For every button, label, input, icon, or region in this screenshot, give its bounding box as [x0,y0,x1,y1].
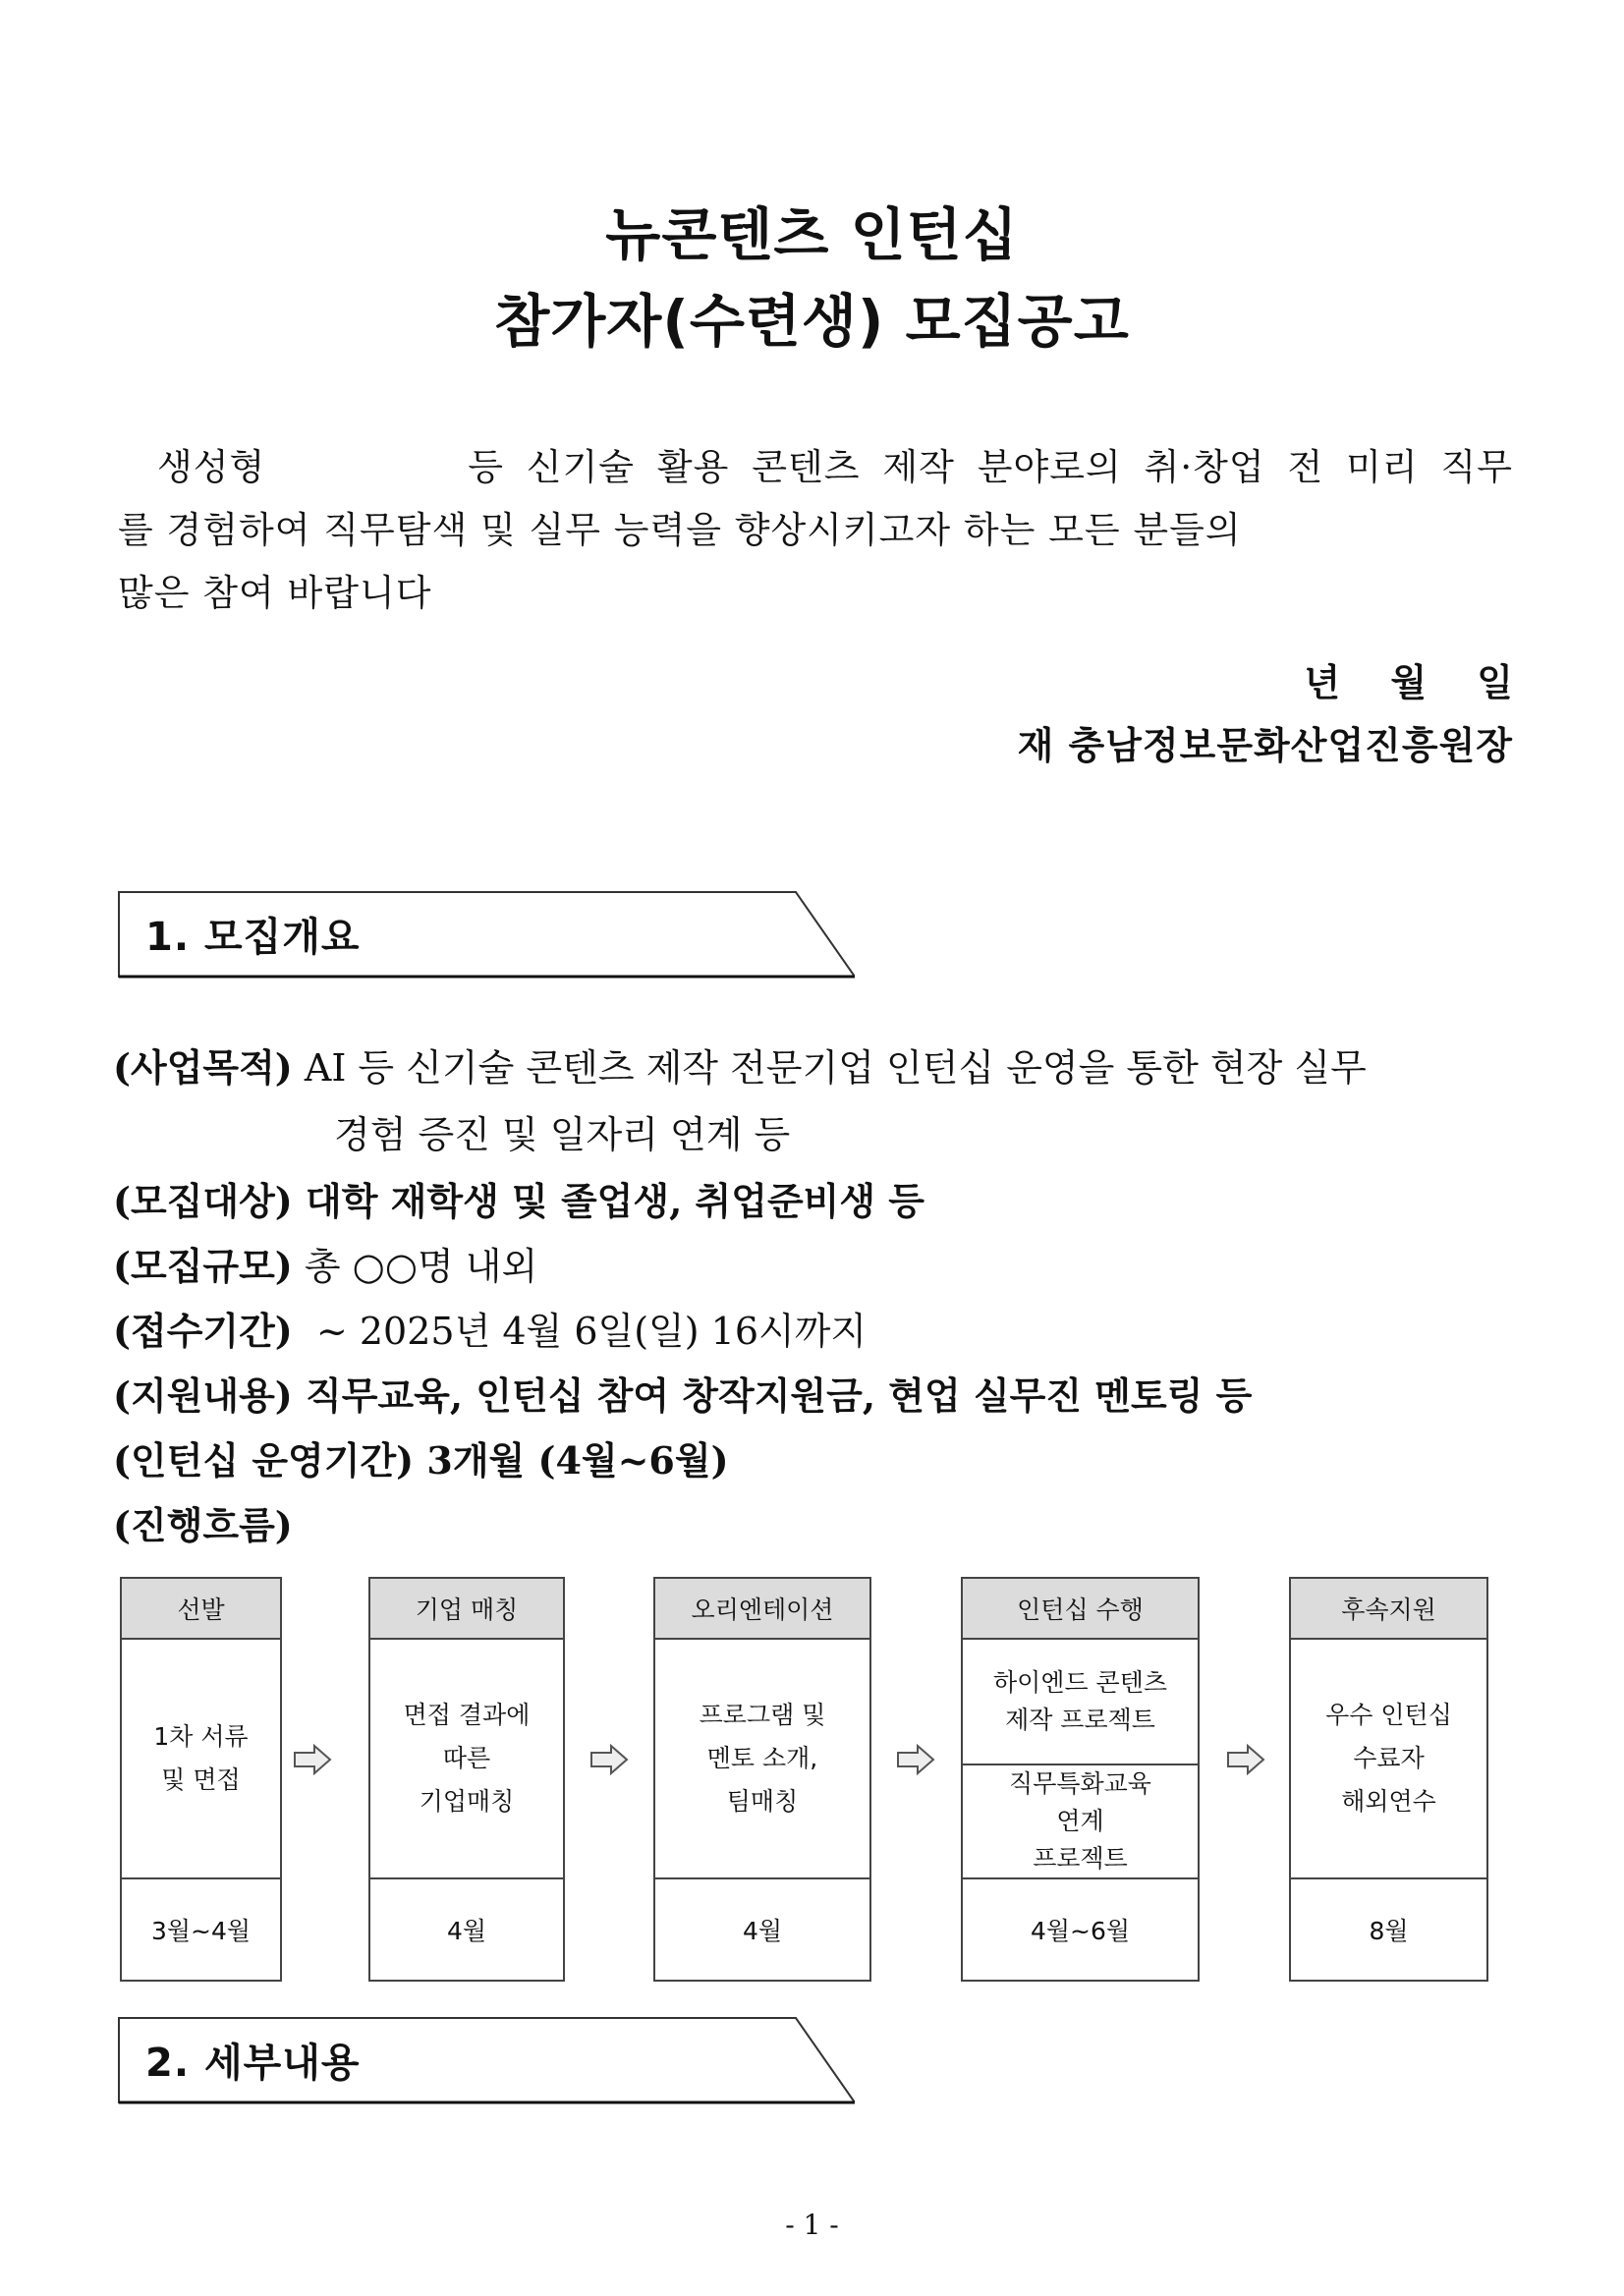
flow-step-period: 4월 [370,1877,563,1980]
flow-step-head: 선발 [122,1579,280,1640]
flow-step-head: 후속지원 [1291,1579,1486,1640]
overview-period [113,1299,867,1364]
flow-step-head: 오리엔테이션 [655,1579,869,1640]
section-1-title: 1. 모집개요 [145,915,361,960]
flow-step-5 [1289,1577,1488,1982]
arrow-right-icon [293,1744,332,1775]
flow-step-head: 기업 매칭 [370,1579,563,1640]
flow-step-3 [653,1577,871,1982]
overview-duration: (인턴십 운영기간) 3개월 (4월~6월) [113,1438,729,1483]
flow-step-4 [961,1577,1200,1982]
overview-flow-label: (진행흐름) [113,1503,293,1547]
purpose-text: AI 등 신기술 콘텐츠 제작 전문기업 인턴십 운영을 통한 현장 실무 [292,1046,1367,1090]
intro-line-1: 생성형 등 신기술 활용 콘텐츠 제작 분야로의 취·창업 전 미리 직무 [157,446,1513,488]
flow-step-head: 인턴십 수행 [963,1579,1198,1640]
overview-purpose [113,1036,1367,1100]
period-label: (접수기간) [113,1309,293,1353]
section-2-header [118,2016,855,2102]
flow-step-1 [120,1577,282,1982]
issuer: 재 충남정보문화산업진흥원장 [1017,723,1513,767]
intro-line-2: 를 경험하여 직무탐색 및 실무 능력을 향상시키고자 하는 모든 분들의 [118,509,1242,551]
flow-step-body: 하이엔드 콘텐츠 제작 프로젝트 [993,1668,1167,1734]
section-1-header [118,890,855,977]
flow-step-body: 1차 서류 및 면접 [153,1722,249,1794]
flow-step-period: 4월~6월 [963,1877,1198,1980]
page-number: - 1 - [785,2209,839,2241]
section-2-title: 2. 세부내용 [145,2041,361,2086]
overview-support: (지원내용) 직무교육, 인턴십 참여 창작지원금, 현업 실무진 멘토링 등 [113,1373,1253,1418]
purpose-label: (사업목적) [113,1045,293,1090]
flow-step-period: 4월 [655,1877,869,1980]
period-text: ~ 2025년 4월 6일(일) 16시까지 [292,1310,868,1353]
intro-paragraph [118,436,1513,625]
arrow-right-icon [589,1744,629,1775]
date-line: 년 월 일 [1304,660,1513,704]
overview-target: (모집대상) 대학 재학생 및 졸업생, 취업준비생 등 [113,1179,925,1223]
arrow-right-icon [896,1744,935,1775]
flow-step-body: 우수 인턴십 수료자 해외연수 [1325,1701,1452,1816]
arrow-right-icon [1226,1744,1265,1775]
flow-step-2 [368,1577,565,1982]
intro-line-3: 많은 참여 바랍니다 [118,572,432,614]
purpose-text-continued: 경험 증진 및 일자리 연계 등 [334,1113,791,1156]
scale-label: (모집규모) [113,1244,293,1288]
page-subtitle: 참가자(수련생) 모집공고 [494,288,1130,355]
flow-step-body: 프로그램 및 멘토 소개, 팀매칭 [699,1701,826,1816]
flow-step-period: 3월~4월 [122,1877,280,1980]
page-title: 뉴콘텐츠 인턴십 [605,201,1019,268]
flow-step-period: 8월 [1291,1877,1486,1980]
scale-text: 총 ○○명 내외 [292,1245,538,1288]
flow-step-body-2: 직무특화교육 연계 프로젝트 [1009,1769,1151,1873]
overview-scale [113,1234,537,1299]
flow-step-body: 면접 결과에 따른 기업매칭 [403,1701,531,1816]
